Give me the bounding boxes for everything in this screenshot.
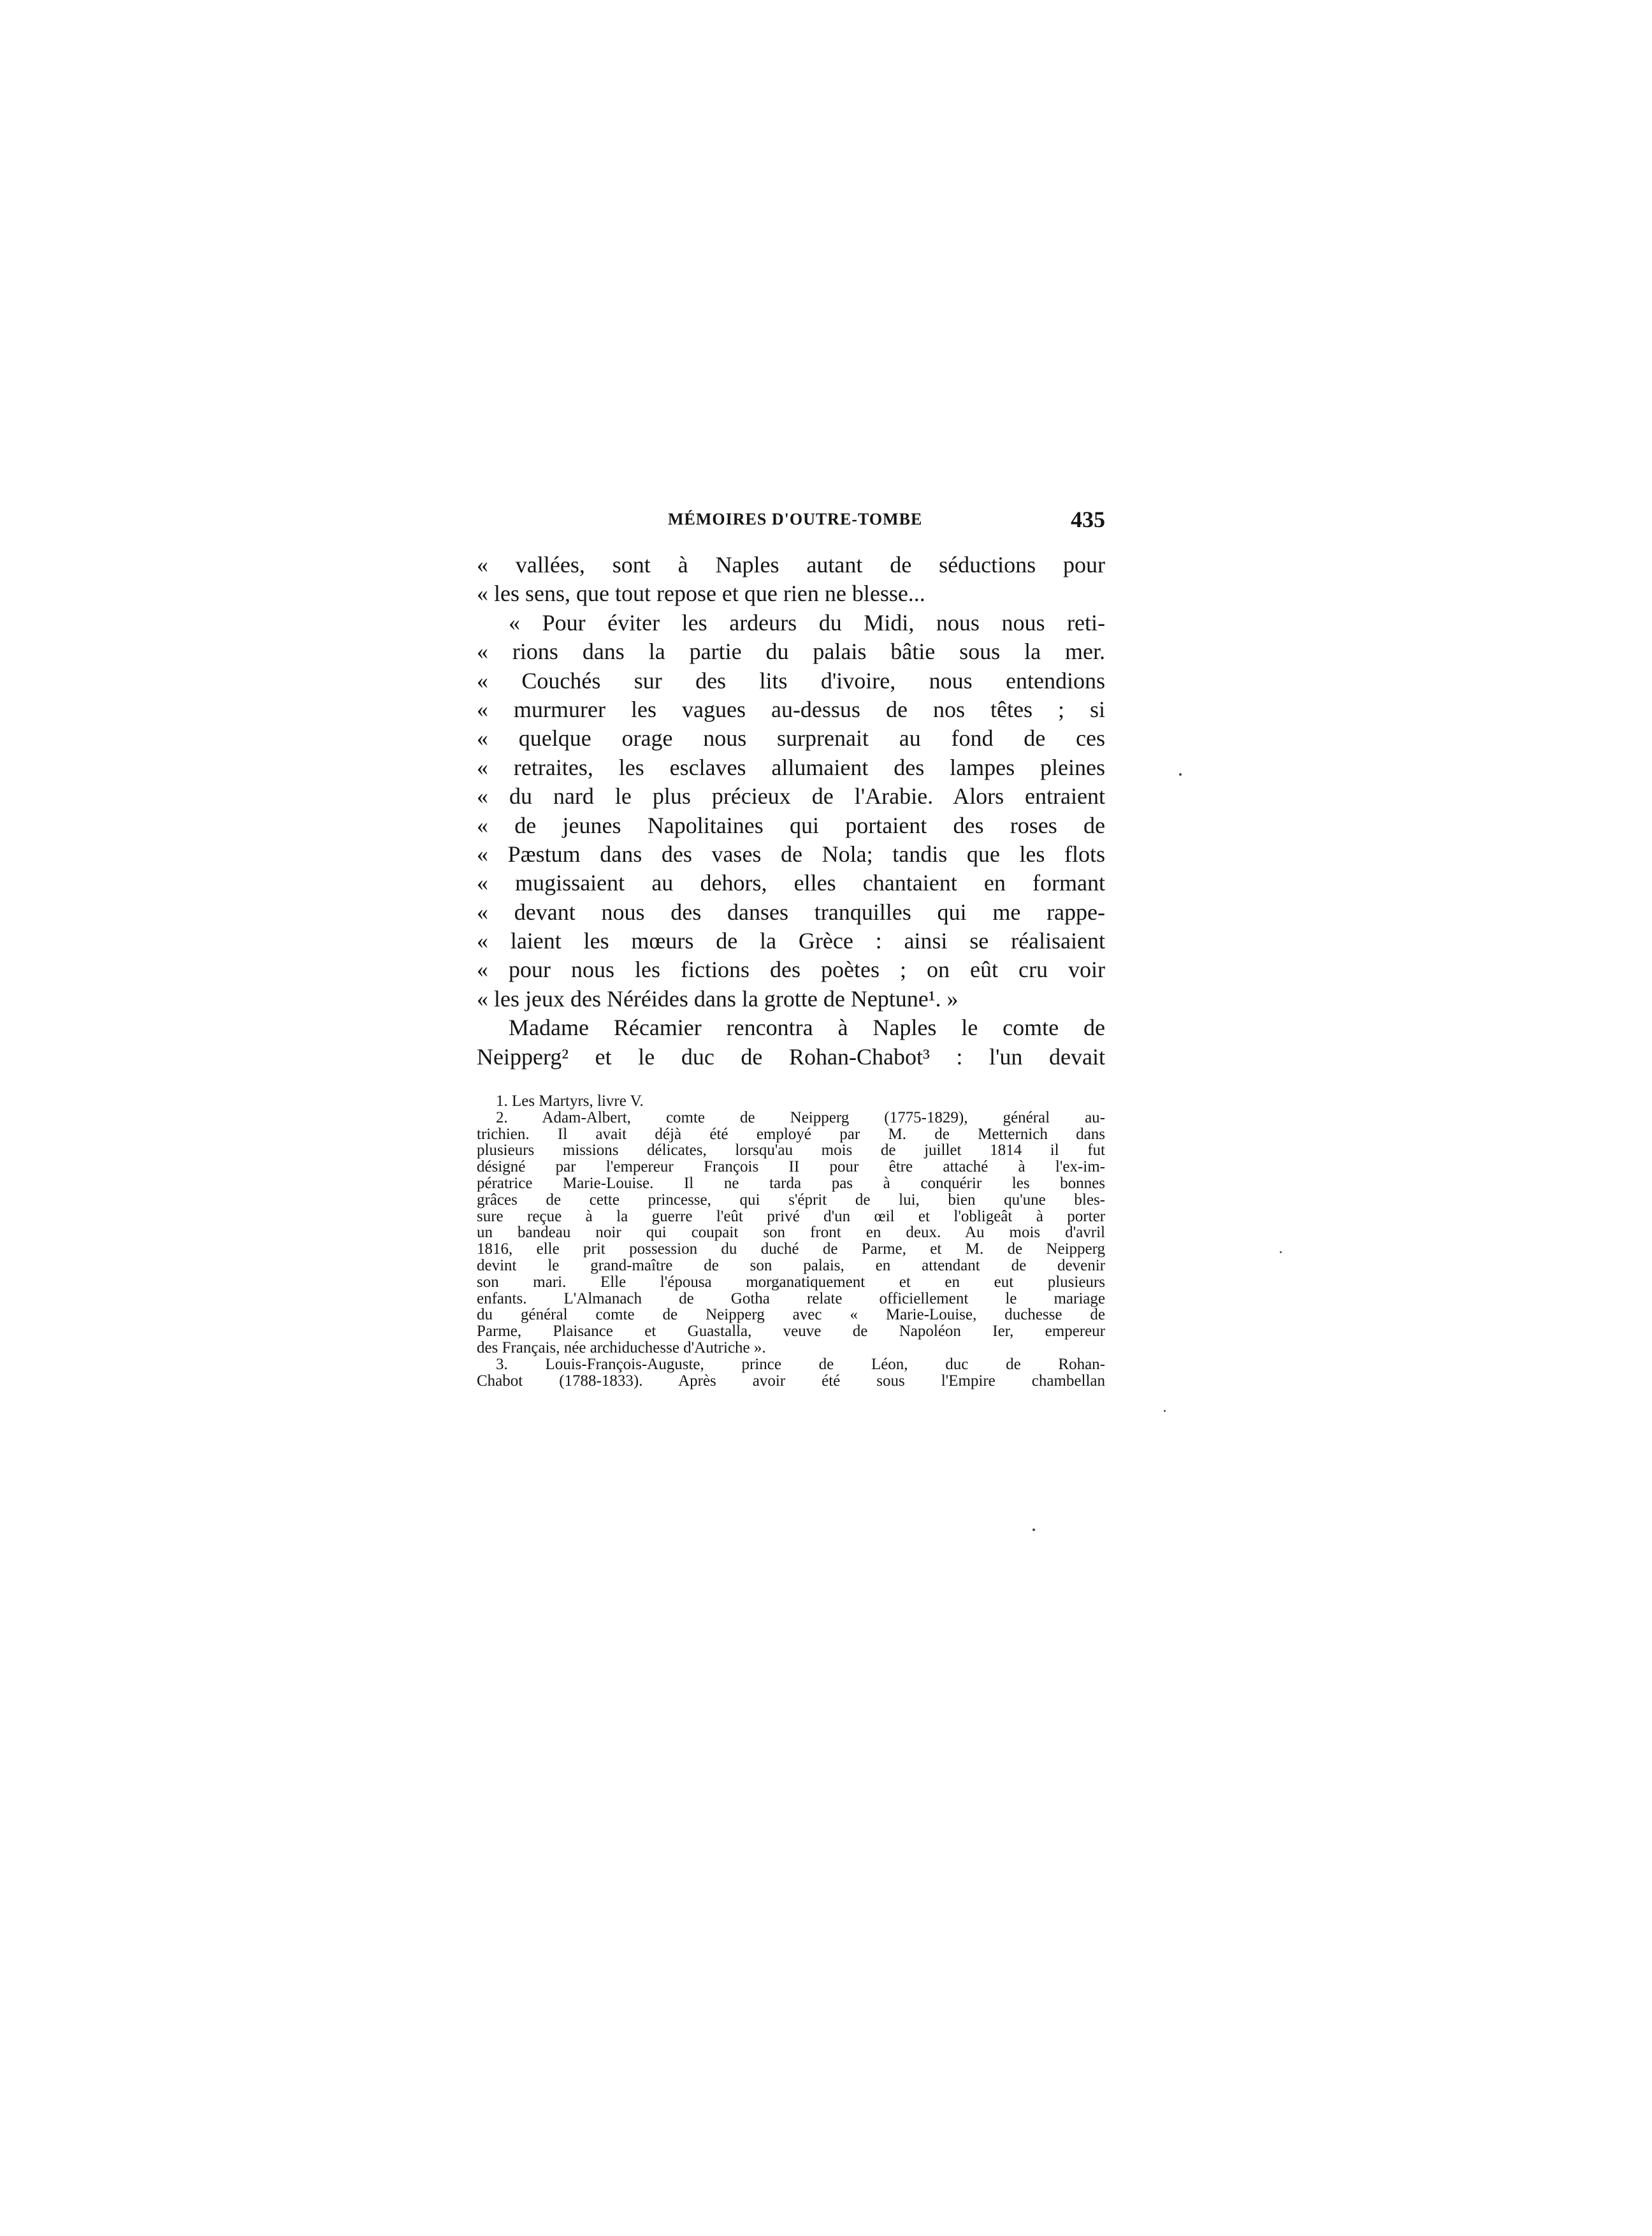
footnote-line: 1816, elle prit possession du duché de Parme, et M. de Neipperg: [477, 1240, 1105, 1258]
text-line: « retraites, les esclaves allumaient des lampes pleines: [477, 754, 1105, 780]
text-line: « murmurer les vagues au-dessus de nos têtes ; si: [477, 696, 1105, 722]
text-line: « pour nous les fictions des poètes ; on eût cru voir: [477, 957, 1105, 983]
footnote-line: sure reçue à la guerre l'eût privé d'un œil et l'obligeât à porter: [477, 1207, 1105, 1225]
text-line: « Pour éviter les ardeurs du Midi, nous nous reti-: [509, 609, 1105, 635]
text-line: Madame Récamier rencontra à Naples le comte de: [509, 1015, 1105, 1041]
page-number: 435: [1071, 507, 1105, 532]
footnote-line: trichien. Il avait déjà été employé par M. de Metternich dans: [477, 1125, 1105, 1143]
footnote-line: du général comte de Neipperg avec « Marie-Louise, duchesse de: [477, 1306, 1105, 1324]
footnote-line: désigné par l'empereur François II pour être attaché à l'ex-im-: [477, 1158, 1105, 1176]
footnotes: [477, 1093, 1105, 1389]
footnote-line: devint le grand-maître de son palais, en attendant de devenir: [477, 1257, 1105, 1274]
footnote-line: pératrice Marie-Louise. Il ne tarda pas à conquérir les bonnes: [477, 1175, 1105, 1193]
text-line: « rions dans la partie du palais bâtie sous la mer.: [477, 639, 1105, 665]
footnote-line: des Français, née archiduchesse d'Autriche ».: [477, 1339, 766, 1356]
text-line: « vallées, sont à Naples autant de séductions pour: [477, 552, 1105, 577]
scan-speck: [1179, 773, 1182, 776]
running-head: [477, 507, 1105, 542]
footnote-line: plusieurs missions délicates, lorsqu'au mois de juillet 1814 il fut: [477, 1142, 1105, 1159]
text-line: « mugissaient au dehors, elles chantaient en formant: [477, 870, 1105, 896]
text-line: « quelque orage nous surprenait au fond de ces: [477, 725, 1105, 751]
body-text: [477, 551, 1105, 1071]
scan-speck: [1032, 1528, 1035, 1531]
book-page: [477, 507, 1105, 1390]
text-line: « du nard le plus précieux de l'Arabie. Alors entraient: [477, 783, 1105, 809]
scan-speck: [1280, 1251, 1282, 1253]
footnote-line: 2. Adam-Albert, comte de Neipperg (1775-1829), général au-: [496, 1108, 1105, 1126]
running-title: MÉMOIRES D'OUTRE-TOMBE: [668, 510, 923, 528]
text-line: « Couchés sur des lits d'ivoire, nous entendions: [477, 667, 1105, 693]
footnote-line: enfants. L'Almanach de Gotha relate officiellement le mariage: [477, 1289, 1105, 1307]
footnote-line: un bandeau noir qui coupait son front en deux. Au mois d'avril: [477, 1224, 1105, 1242]
text-line: « Pæstum dans des vases de Nola; tandis que les flots: [477, 841, 1105, 867]
footnote-line: son mari. Elle l'épousa morganatiquement et en eut plusieurs: [477, 1273, 1105, 1291]
text-line: « les sens, que tout repose et que rien ne blesse...: [477, 581, 925, 607]
text-line: Neipperg² et le duc de Rohan-Chabot³ : l'un devait: [477, 1043, 1105, 1070]
footnote-line: Chabot (1788-1833). Après avoir été sous l'Empire chambellan: [477, 1372, 1105, 1390]
footnote-line: 1. Les Martyrs, livre V.: [496, 1093, 644, 1110]
footnote-line: Parme, Plaisance et Guastalla, veuve de Napoléon Ier, empereur: [477, 1323, 1105, 1340]
text-line: « devant nous des danses tranquilles qui me rappe-: [477, 899, 1105, 925]
text-line: « de jeunes Napolitaines qui portaient des roses de: [477, 812, 1105, 838]
footnote-line: 3. Louis-François-Auguste, prince de Léon, duc de Rohan-: [496, 1355, 1105, 1373]
text-line: « les jeux des Néréides dans la grotte de Neptune¹. »: [477, 985, 959, 1012]
text-line: « laient les mœurs de la Grèce : ainsi se réalisaient: [477, 928, 1105, 954]
scan-speck: [1164, 1410, 1166, 1412]
footnote-line: grâces de cette princesse, qui s'éprit de lui, bien qu'une bles-: [477, 1191, 1105, 1209]
